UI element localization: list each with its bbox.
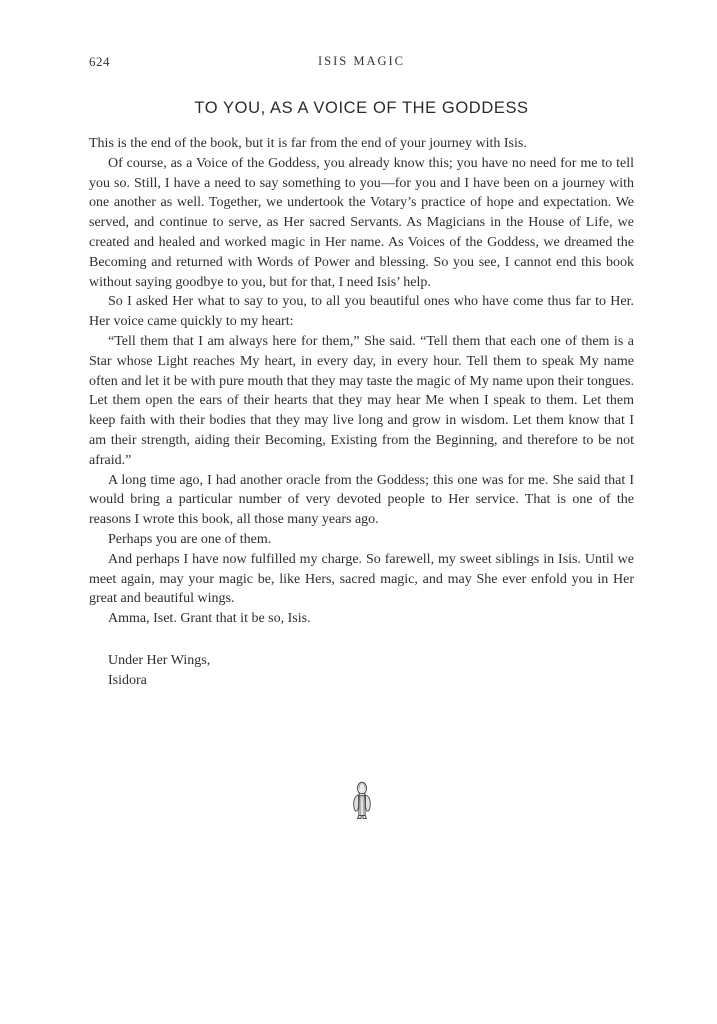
paragraph: Of course, as a Voice of the Goddess, you already know this; you have no need for me to tell you so. Still, I have a need to say something to you—for you and I have been on a journey with one another as well. Together, we undertook the Votary’s practice of hope and expectation. We served, and continue to serve, as Her sacred Servants. As Magicians in the House of Life, we created and healed and worked magic in Her name. As Voices of the Goddess, we dreamed the Becoming and returned with Words of Power and blessing. So you see, I cannot end this book without saying goodbye to you, but for that, I need Isis’ help. xyxy=(89,155,634,290)
paragraph: Amma, Iset. Grant that it be so, Isis. xyxy=(108,611,311,627)
signature-line: Isidora xyxy=(108,672,147,688)
page-number: 624 xyxy=(89,54,110,69)
tyet-isis-knot-icon xyxy=(349,808,375,825)
body-text xyxy=(89,134,634,629)
signature-line: Under Her Wings, xyxy=(108,652,211,668)
section-heading: TO YOU, AS A VOICE OF THE GODDESS xyxy=(194,99,529,117)
paragraph: This is the end of the book, but it is far from the end of your journey with Isis. xyxy=(89,136,527,151)
running-title: ISIS MAGIC xyxy=(317,54,406,68)
running-header xyxy=(89,54,634,69)
paragraph: “Tell them that I am always here for them,” She said. “Tell them that each one of them is a Star whose Light reaches My heart, in every day, in every hour. Tell them to speak My name often and let it be with pure mouth that they may taste the magic of My name upon their tongues. Let them open the ears of their hearts that they may hear Me when I speak to them. Let them keep faith with their bodies that they may live long and grow in wisdom. Let them know that I am their strength, aiding their Becoming, Existing from the Beginning, and therefore to be not afraid.” xyxy=(89,333,634,468)
paragraph: Perhaps you are one of them. xyxy=(108,531,272,547)
ornament-row xyxy=(89,781,634,826)
signature-block xyxy=(89,651,634,691)
paragraph: So I asked Her what to say to you, to all you beautiful ones who have come thus far to Her. Her voice came quickly to my heart: xyxy=(89,294,634,330)
paragraph: And perhaps I have now fulfilled my charge. So farewell, my sweet siblings in Isis. Until we meet again, may your magic be, like Hers, sacred magic, and may She ever enfold you in Her great and beautiful wings. xyxy=(89,551,634,607)
paragraph: A long time ago, I had another oracle from the Goddess; this one was for me. She said that I would bring a particular number of very devoted people to Her service. That is one of the reasons I wrote this book, all those many years ago. xyxy=(89,472,634,528)
